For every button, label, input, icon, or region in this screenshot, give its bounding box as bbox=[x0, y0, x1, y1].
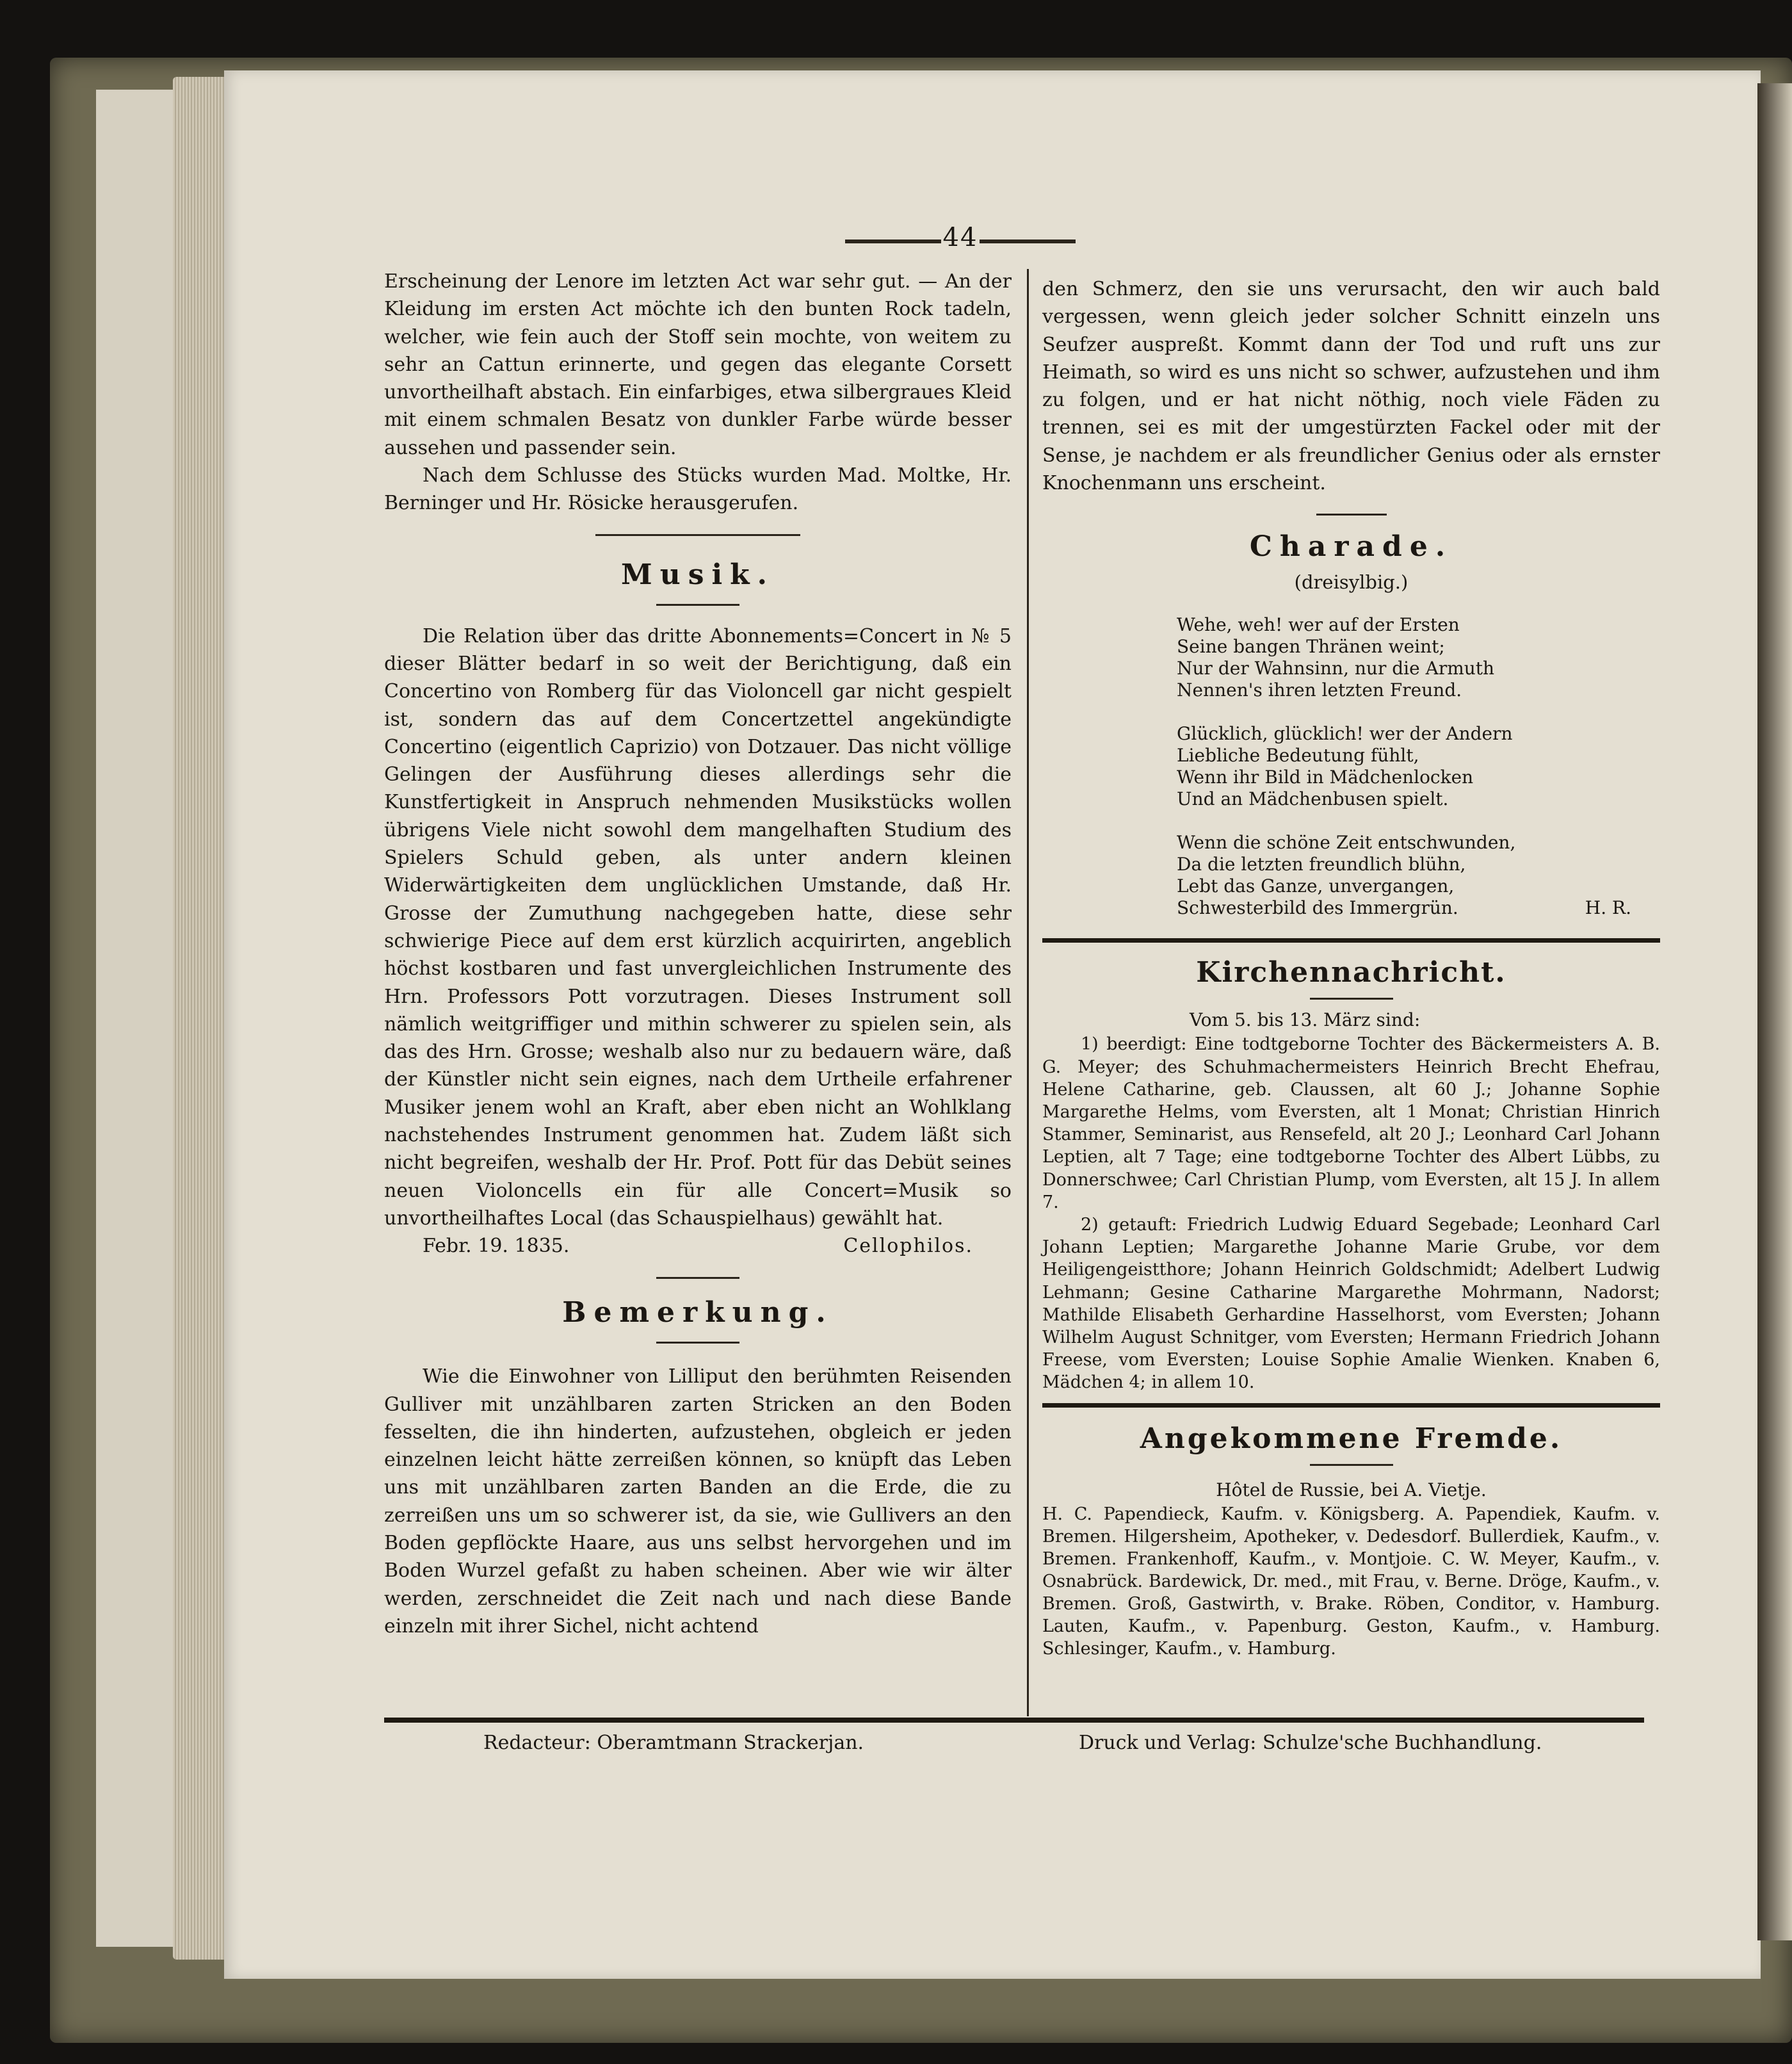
heading-underline bbox=[656, 604, 739, 606]
arrivals-list: H. C. Papendieck, Kaufm. v. Königsberg. A. Papendiek, Kaufm. v. Bremen. Hilgersheim, Apotheker, v. Dedesdorf. Bullerdiek, Kaufm., v. Bremen. Frankenhoff, Kaufm., v. Montjoie. C. W. Meyer, Kaufm., v. Osnabrück. Bardewick, Dr. med., mit Frau, v. Berne. Dröge, Kaufm., v. Bremen. Groß, Gastwirth, v. Brake. Röben, Conditor, v. Hamburg. Lauten, Kaufm., v. Papenburg. Geston, Kaufm., v. Hamburg. Schlesinger, Kaufm., v. Hamburg. bbox=[1042, 1504, 1660, 1659]
charade-signature: H. R. bbox=[1585, 897, 1631, 919]
poem-line: Seine bangen Thränen weint; bbox=[1177, 636, 1445, 658]
section-rule bbox=[1316, 514, 1387, 516]
church-period: Vom 5. bis 13. März sind: bbox=[1190, 1009, 1421, 1031]
hotel-name: Hôtel de Russie, bei A. Vietje. bbox=[1216, 1479, 1487, 1500]
poem-line: Liebliche Bedeutung fühlt, bbox=[1177, 745, 1419, 767]
bemerkung-continuation: den Schmerz, den sie uns verursacht, den wir auch bald vergessen, wenn gleich jeder solcher Schnitt einzeln uns Seufzer auspreßt. Kommt dann der Tod und ruft uns zur Heimath, so wird es uns nicht so schwer, aufzustehen und ihm zu folgen, und er hat nicht nöthig, noch viele Fäden zu trennen, sei es mit der umgestürzten Fackel oder mit der Sense, je nachdem er als freundlicher Genius oder als ernster Knochenmann uns erscheint. bbox=[1042, 278, 1660, 495]
poem-stanza bbox=[1177, 832, 1660, 919]
poem-last-line bbox=[1177, 897, 1660, 919]
publisher-credit: Druck und Verlag: Schulze'sche Buchhandlung. bbox=[1079, 1732, 1542, 1754]
poem-line: Wenn die schöne Zeit entschwunden, bbox=[1177, 832, 1516, 854]
bemerkung-heading: Bemerkung. bbox=[562, 1296, 834, 1329]
section-rule bbox=[595, 534, 800, 536]
column-divider bbox=[1027, 269, 1029, 1716]
heading-underline bbox=[656, 1342, 739, 1344]
right-column bbox=[1042, 275, 1660, 1660]
imprint-footer bbox=[384, 1727, 1644, 1759]
heading-underline bbox=[1310, 998, 1393, 1000]
poem-line: Nennen's ihren letzten Freund. bbox=[1177, 679, 1462, 701]
musik-author: Cellophilos. bbox=[843, 1235, 973, 1258]
poem-line: Schwesterbild des Immergrün. bbox=[1177, 897, 1458, 919]
musik-heading: Musik. bbox=[621, 558, 775, 591]
charade-subtitle: (dreisylbig.) bbox=[1294, 571, 1409, 594]
poem-line: Lebt das Ganze, unvergangen, bbox=[1177, 875, 1455, 897]
left-column bbox=[384, 268, 1012, 1640]
fremde-heading: Angekommene Fremde. bbox=[1140, 1422, 1563, 1455]
poem-line: Glücklich, glücklich! wer der Andern bbox=[1177, 723, 1513, 745]
church-baptisms: 2) getauft: Friedrich Ludwig Eduard Segebade; Leonhard Carl Johann Leptien; Margarethe Johanne Marie Grube, vor dem Heiligengeistthore; Johann Heinrich Goldschmidt; Adelbert Ludwig Lehmann; Gesine Catharine Margarethe Mohrmann, Nadorst; Mathilde Elisabeth Gerhardine Hasselhorst, vom Eversten; Johann Wilhelm August Schnitger, vom Eversten; Hermann Friedrich Johann Freese, vom Eversten; Louise Sophie Amalie Wienken. Knaben 6, Mädchen 4; in allem 10. bbox=[1042, 1215, 1660, 1393]
section-divider bbox=[1042, 938, 1660, 943]
kirchennachricht-heading: Kirchennachricht. bbox=[1196, 956, 1506, 989]
footer-rule bbox=[384, 1718, 1644, 1723]
poem-line: Wehe, weh! wer auf der Ersten bbox=[1177, 614, 1460, 636]
section-rule bbox=[656, 1277, 739, 1279]
poem-stanza bbox=[1177, 614, 1660, 701]
musik-date: Febr. 19. 1835. bbox=[423, 1235, 570, 1258]
page-number: 44 bbox=[871, 223, 1050, 252]
poem-line: Da die letzten freundlich blühn, bbox=[1177, 854, 1466, 875]
church-burials: 1) beerdigt: Eine todtgeborne Tochter des Bäckermeisters A. B. G. Meyer; des Schuhmachermeisters Heinrich Brecht Ehefrau, Helene Catharine, geb. Claussen, alt 60 J.; Johanne Sophie Margarethe Helms, vom Eversten, alt 1 Monat; Christian Hinrich Stammer, Seminarist, aus Rensefeld, alt 20 J.; Leonhard Carl Johann Leptien, alt 7 Tage; eine todtgeborne Tochter des Albert Lübbs, zu Donnerschwee; Carl Christian Plump, vom Eversten, alt 15 J. In allem 7. bbox=[1042, 1034, 1660, 1212]
musik-article: Die Relation über das dritte Abonnements=Concert in № 5 dieser Blätter bedarf in so weit der Berichtigung, daß ein Concertino von Romberg für das Violoncell gar nicht gespielt ist, sondern das auf dem Concertzettel angekündigte Concertino (eigentlich Caprizio) von Dotzauer. Das nicht völlige Gelingen der Ausführung dieses allerdings sehr die Kunstfertigkeit in Anspruch nehmenden Musikstücks wollen übrigens Viele nicht sowohl dem mangelhaften Studium des Spielers Schuld geben, als unter andern kleinen Widerwärtigkeiten dem unglücklichen Umstande, daß Hr. Grosse der Zumuthung nachgegeben hatte, diese sehr schwierige Piece auf dem erst kürzlich acquirirten, angeblich höchst kostbaren und fast unvergleichlichen Instrumente des Hrn. Professors Pott vorzutragen. Dieses Instrument soll nämlich weitgriffiger und mithin schwerer zu spielen sein, als das des Hrn. Grosse; weshalb also nur zu bedauern wäre, daß der Künstler nicht sein eignes, nach dem Urtheile erfahrener Musiker jenem wohl an Kraft, aber eben nicht an Wohlklang nachstehendes Instrument genommen hat. Zudem läßt sich nicht begreifen, weshalb der Hr. Prof. Pott für das Debüt seines neuen Violoncells ein für alle Concert=Musik so unvortheilhaftes Local (das Schauspielhaus) gewählt hat. bbox=[384, 624, 1012, 1230]
section-divider bbox=[1042, 1403, 1660, 1408]
musik-signature-line bbox=[384, 1232, 1012, 1260]
poem-line: Nur der Wahnsinn, nur die Armuth bbox=[1177, 658, 1495, 679]
poem-line: Und an Mädchenbusen spielt. bbox=[1177, 788, 1449, 810]
curtain-call-note: Nach dem Schlusse des Stücks wurden Mad. Moltke, Hr. Berninger und Hr. Rösicke herausgerufen. bbox=[384, 464, 1012, 515]
bemerkung-article: Wie die Einwohner von Lilliput den berühmten Reisenden Gulliver mit unzählbaren zarten Stricken an den Boden fesselten, die ihn hinderten, aufzustehen, obgleich er jeden einzelnen leicht hätte zerreißen können, so knüpft das Leben uns mit unzählbaren zarten Banden an die Erde, die zu zerreißen uns um so schwerer ist, da sie, wie Gullivers an den Boden gepflöckte Haare, aus uns selbst hervorgehen und im Boden Wurzel gefaßt zu haben scheinen. Aber wie wir älter werden, zerschneidet die Zeit nach und nach diese Bande einzeln mit ihrer Sichel, nicht achtend bbox=[384, 1365, 1012, 1637]
charade-heading: Charade. bbox=[1249, 530, 1453, 564]
theater-review-ending: Erscheinung der Lenore im letzten Act war sehr gut. — An der Kleidung im ersten Act möchte ich den bunten Rock tadeln, welcher, wie fein auch der Stoff sein mochte, von weitem zu sehr an Cattun erinnerte, und gegen das elegante Corsett unvortheilhaft abstach. Ein einfarbiges, etwa silbergraues Kleid mit einem schmalen Besatz von dunkler Farbe würde besser aussehen und passender sein. bbox=[384, 270, 1012, 459]
poem-stanza bbox=[1177, 723, 1660, 810]
heading-underline bbox=[1310, 1464, 1393, 1466]
charade-poem bbox=[1177, 614, 1660, 919]
editor-credit: Redacteur: Oberamtmann Strackerjan. bbox=[483, 1732, 864, 1754]
poem-line: Wenn ihr Bild in Mädchenlocken bbox=[1177, 767, 1474, 788]
